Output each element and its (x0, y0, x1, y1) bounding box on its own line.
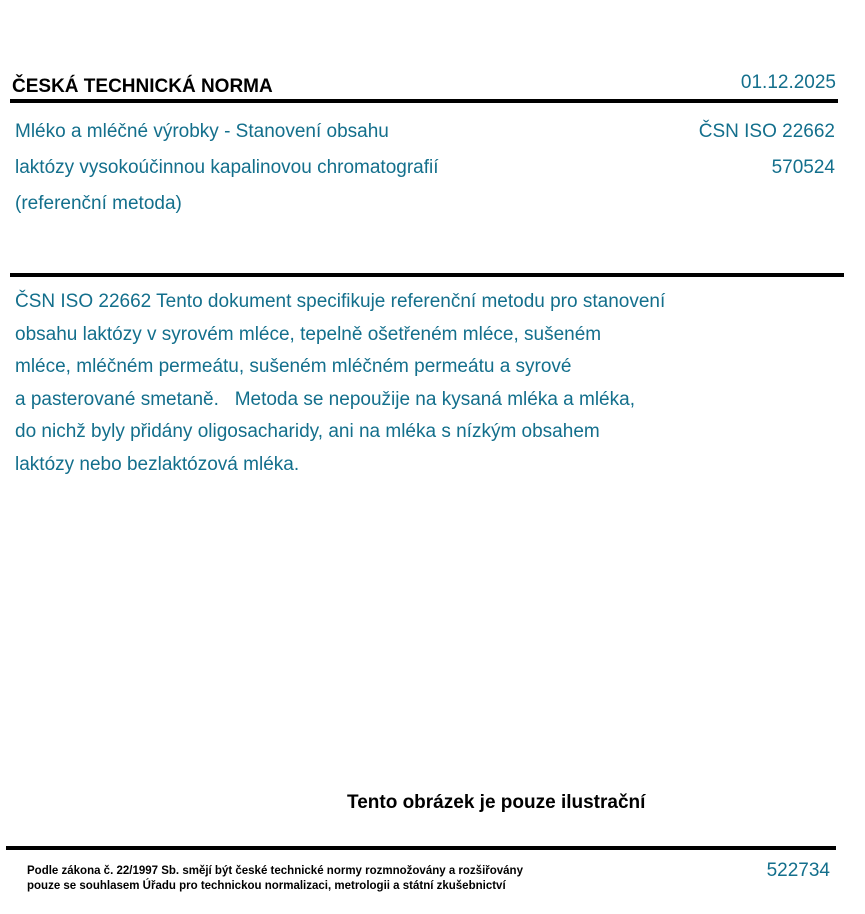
footer-divider (6, 846, 836, 850)
document-title (15, 114, 439, 222)
standard-identifiers (699, 114, 835, 186)
header-divider (10, 99, 838, 103)
description-line: obsahu laktózy v syrovém mléce, tepelně ošetřeném mléce, sušeném (15, 323, 602, 345)
title-line: (referenční metoda) (15, 193, 182, 214)
illustration-notice: Tento obrázek je pouze ilustrační (347, 792, 646, 813)
standard-number: ČSN ISO 22662 (698, 121, 835, 142)
description-line: laktózy nebo bezlaktózová mléka. (15, 453, 300, 475)
description-line: a pasterované smetaně. Metoda se nepoužije na kysaná mléka a mléka, (15, 388, 635, 410)
title-line: laktózy vysokoúčinnou kapalinovou chromatografií (15, 157, 439, 178)
document-code: 522734 (766, 860, 830, 881)
norm-heading: ČESKÁ TECHNICKÁ NORMA (12, 76, 273, 97)
class-code: 570524 (771, 157, 835, 178)
legal-line: Podle zákona č. 22/1997 Sb. smějí být české technické normy rozmnožovány a rozšiřovány (27, 865, 523, 877)
publication-date: 01.12.2025 (740, 72, 836, 93)
document-description (15, 286, 665, 481)
description-line: mléce, mléčném permeátu, sušeném mléčném permeátu a syrové (15, 356, 572, 377)
section-divider (10, 273, 844, 277)
legal-line: pouze se souhlasem Úřadu pro technickou normalizaci, metrologii a státní zkušebnictví (27, 880, 506, 892)
title-line: Mléko a mléčné výrobky - Stanovení obsahu (15, 121, 389, 142)
description-line: do nichž byly přidány oligosacharidy, ani na mléka s nízkým obsahem (15, 421, 600, 442)
description-line: ČSN ISO 22662 Tento dokument specifikuje referenční metodu pro stanovení (15, 291, 666, 312)
legal-notice (27, 864, 523, 894)
